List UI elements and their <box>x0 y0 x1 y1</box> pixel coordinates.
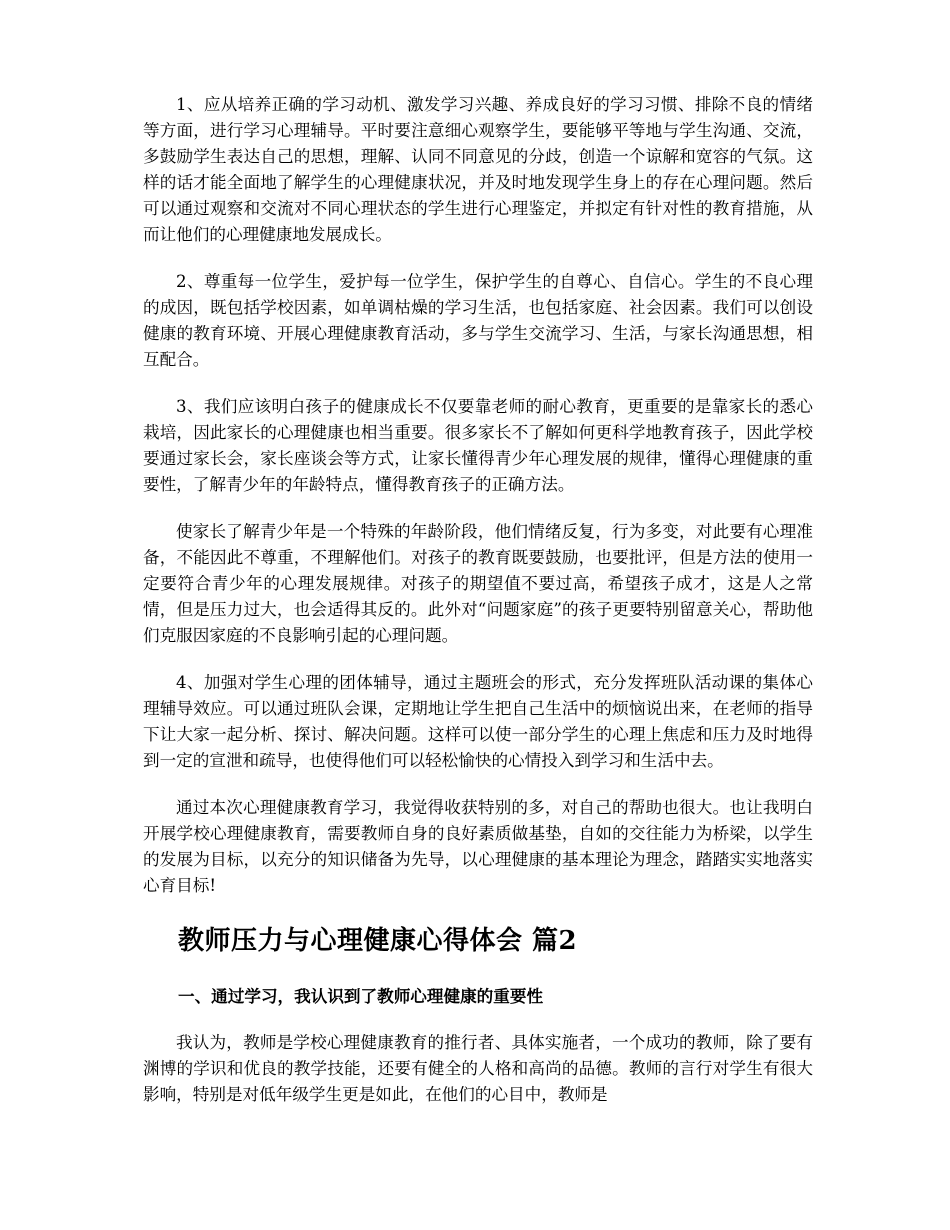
paragraph-3: 3、我们应该明白孩子的健康成长不仅要靠老师的耐心教育，更重要的是靠家长的悉心栽培，因此家长的心理健康也相当重要。很多家长不了解如何更科学地教育孩子，因此学校要通过家长会，家长座谈会等方式，让家长懂得青少年心理发展的规律，懂得心理健康的重要性，了解青少年的年龄特点，懂得教育孩子的正确方法。 <box>143 397 813 494</box>
section-spacer <box>143 961 813 983</box>
paragraph-5: 4、加强对学生心理的团体辅导，通过主题班会的形式，充分发挥班队活动课的集体心理辅导效应。可以通过班队会课，定期地让学生把自己生活中的烦恼说出来，在老师的指导下让大家一起分析、探讨、解决问题。这样可以使一部分学生的心理上焦虑和压力及时地得到一定的宣泄和疏导，也使得他们可以轻松愉快的心情投入到学习和生活中去。 <box>143 673 813 770</box>
paragraph-spacer <box>143 1009 813 1030</box>
paragraph-spacer <box>143 649 813 670</box>
paragraph-spacer <box>143 248 813 269</box>
paragraph-2: 2、尊重每一位学生，爱护每一位学生，保护学生的自尊心、自信心。学生的不良心理的成因，既包括学校因素，如单调枯燥的学习生活，也包括家庭、社会因素。我们可以创设健康的教育环境、开展心理健康教育活动，多与学生交流学习、生活，与家长沟通思想，相互配合。 <box>143 272 813 369</box>
section-title: 教师压力与心理健康心得体会 篇2 <box>178 926 578 956</box>
paragraph-1: 1、应从培养正确的学习动机、激发学习兴趣、养成良好的学习习惯、排除不良的情绪等方面，进行学习心理辅导。平时要注意细心观察学生，要能够平等地与学生沟通、交流，多鼓励学生表达自己的思想，理解、认同不同意见的分歧，创造一个谅解和宽容的气氛。这样的话才能全面地了解学生的心理健康状况，并及时地发现学生身上的存在心理问题。然后可以通过观察和交流对不同心理状态的学生进行心理鉴定，并拟定有针对性的教育措施，从而让他们的心理健康地发展成长。 <box>143 95 813 244</box>
paragraph-4: 使家长了解青少年是一个特殊的年龄阶段，他们情绪反复，行为多变，对此要有心理准备，不能因此不尊重，不理解他们。对孩子的教育既要鼓励，也要批评，但是方法的使用一定要符合青少年的心理发展规律。对孩子的期望值不要过高，希望孩子成才，这是人之常情，但是压力过大，也会适得其反的。此外对“问题家庭”的孩子更要特别留意关心，帮助他们克服因家庭的不良影响引起的心理问题。 <box>143 522 813 645</box>
paragraph-spacer <box>143 373 813 394</box>
subheading: 一、通过学习，我认识到了教师心理健康的重要性 <box>178 986 544 1006</box>
document-page <box>143 92 813 1108</box>
paragraph-7: 我认为，教师是学校心理健康教育的推行者、具体实施者，一个成功的教师，除了要有渊博的学识和优良的教学技能，还要有健全的人格和高尚的品德。教师的言行对学生有很大影响，特别是对低年级学生更是如此，在他们的心目中，教师是 <box>143 1033 813 1104</box>
section-spacer <box>143 899 813 921</box>
paragraph-6: 通过本次心理健康教育学习，我觉得收获特别的多，对自己的帮助也很大。也让我明白开展学校心理健康教育，需要教师自身的良好素质做基垫，自如的交往能力为桥梁，以学生的发展为目标，以充分的知识储备为先导，以心理健康的基本理论为理念，踏踏实实地落实心育目标! <box>143 798 813 895</box>
paragraph-spacer <box>143 774 813 795</box>
paragraph-spacer <box>143 498 813 519</box>
